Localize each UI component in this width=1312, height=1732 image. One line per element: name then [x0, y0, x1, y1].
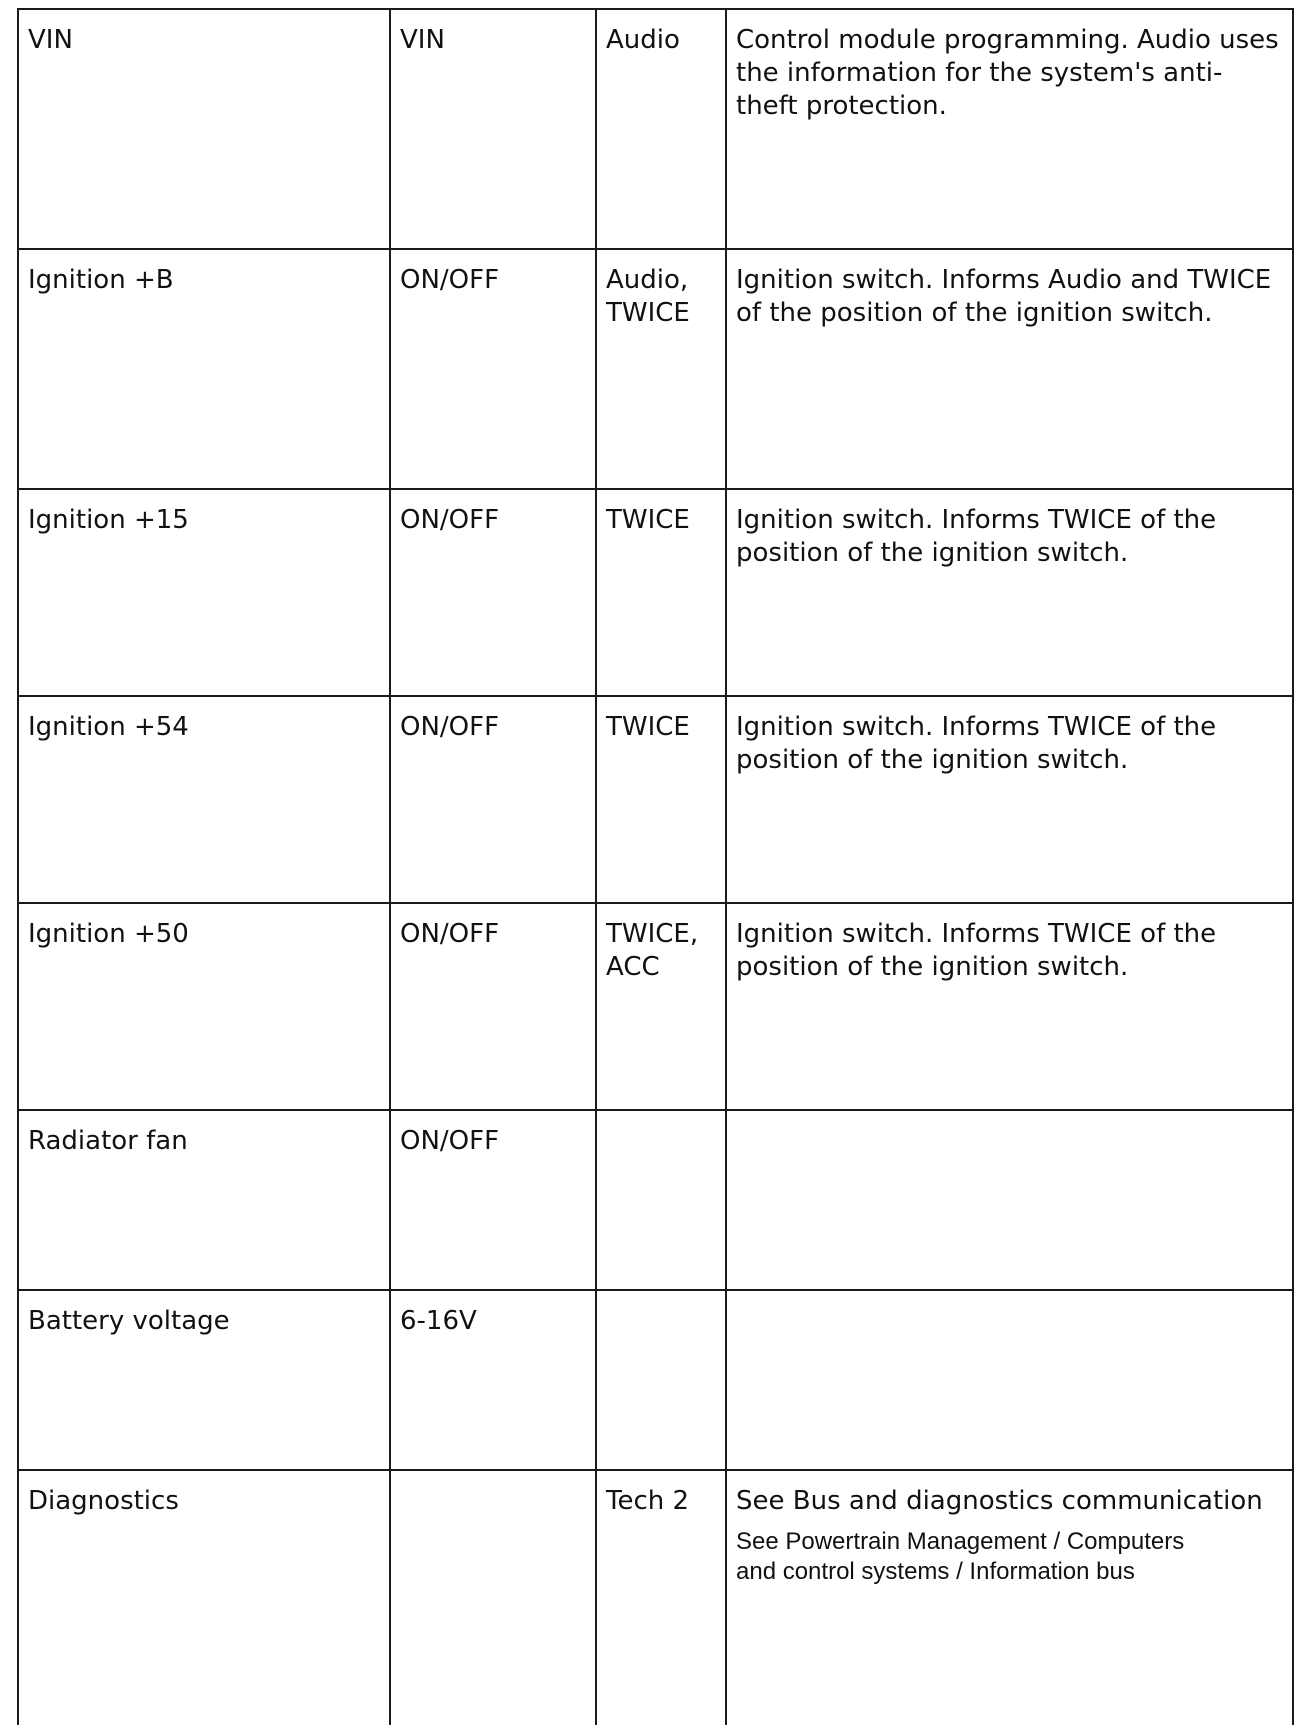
table-row-ignition-50 [18, 903, 1293, 1110]
description-cell: Control module programming. Audio uses the information for the system's anti-theft protection. [726, 9, 1293, 249]
table-row-ignition-15 [18, 489, 1293, 696]
signal-value-cell: ON/OFF [390, 249, 596, 489]
signal-name-cell: Ignition +54 [18, 696, 390, 903]
receiver-cell: Audio, TWICE [596, 249, 726, 489]
reference-note-line: and control systems / Information bus [736, 1558, 1135, 1585]
receiver-cell [596, 1290, 726, 1470]
table-row-vin [18, 9, 1293, 249]
signal-value-cell: VIN [390, 9, 596, 249]
receiver-cell: Audio [596, 9, 726, 249]
description-cell [726, 1470, 1293, 1725]
signal-name-cell: VIN [18, 9, 390, 249]
description-cell [726, 1110, 1293, 1290]
signal-name-cell: Battery voltage [18, 1290, 390, 1470]
signal-name-cell: Diagnostics [18, 1470, 390, 1725]
description-cell: Ignition switch. Informs Audio and TWICE of the position of the ignition switch. [726, 249, 1293, 489]
signal-table-page [17, 8, 1292, 1725]
signal-name-cell: Ignition +15 [18, 489, 390, 696]
table-row-battery-voltage [18, 1290, 1293, 1470]
description-cell: Ignition switch. Informs TWICE of the position of the ignition switch. [726, 696, 1293, 903]
reference-note-line: See Powertrain Management / Computers [736, 1528, 1185, 1555]
receiver-cell [596, 1110, 726, 1290]
table-row-ignition-54 [18, 696, 1293, 903]
table-row-ignition-b [18, 249, 1293, 489]
signal-name-cell: Radiator fan [18, 1110, 390, 1290]
signal-value-cell: ON/OFF [390, 1110, 596, 1290]
signal-name-cell: Ignition +B [18, 249, 390, 489]
receiver-cell: TWICE [596, 696, 726, 903]
signal-table [17, 8, 1294, 1725]
signal-value-cell: ON/OFF [390, 903, 596, 1110]
receiver-cell: TWICE, ACC [596, 903, 726, 1110]
signal-value-cell: ON/OFF [390, 489, 596, 696]
signal-value-cell: 6-16V [390, 1290, 596, 1470]
description-text: See Bus and diagnostics communication [736, 1486, 1263, 1516]
receiver-cell: TWICE [596, 489, 726, 696]
signal-name-cell: Ignition +50 [18, 903, 390, 1110]
description-cell: Ignition switch. Informs TWICE of the position of the ignition switch. [726, 903, 1293, 1110]
reference-note [736, 1527, 1283, 1587]
receiver-cell: Tech 2 [596, 1470, 726, 1725]
description-cell: Ignition switch. Informs TWICE of the position of the ignition switch. [726, 489, 1293, 696]
description-cell [726, 1290, 1293, 1470]
table-row-radiator-fan [18, 1110, 1293, 1290]
table-row-diagnostics [18, 1470, 1293, 1725]
signal-value-cell: ON/OFF [390, 696, 596, 903]
signal-value-cell [390, 1470, 596, 1725]
